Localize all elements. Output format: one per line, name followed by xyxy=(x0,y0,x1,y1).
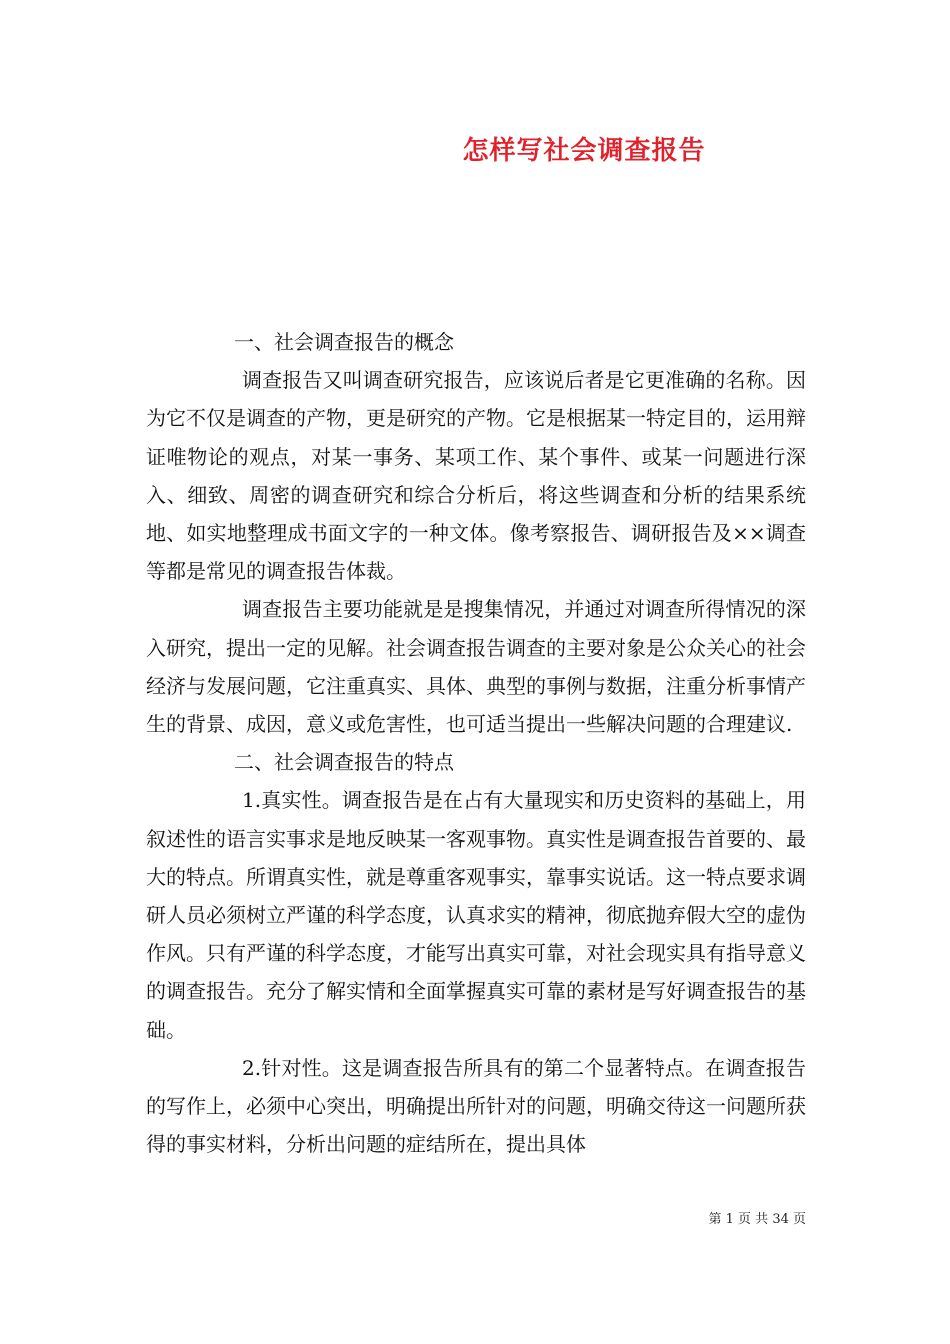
paragraph-pertinence: 2.针对性。这是调查报告所具有的第二个显著特点。在调查报告的写作上，必须中心突出，明确提出所针对的问题，明确交待这一问题所获得的事实材料，分析出问题的症结所在，提出具体 xyxy=(146,1055,806,1157)
paragraph-definition: 调查报告又叫调查研究报告，应该说后者是它更准确的名称。因为它不仅是调查的产物，更是研究的产物。它是根据某一特定目的，运用辩证唯物论的观点，对某一事务、某项工作、某个事件、或某一问题进行深入、细致、周密的调查研究和综合分析后，将这些调查和分析的结果系统地、如实地整理成书面文字的一种文体。像考察报告、调研报告及××调查等都是常见的调查报告体裁。 xyxy=(146,368,806,584)
paragraph-authenticity: 1.真实性。调查报告是在占有大量现实和历史资料的基础上，用叙述性的语言实事求是地反映某一客观事物。真实性是调查报告首要的、最大的特点。所谓真实性，就是尊重客观事实，靠事实说话。这一特点要求调研人员必须树立严谨的科学态度，认真求实的精神，彻底抛弃假大空的虚伪作风。只有严谨的科学态度，才能写出真实可靠，对社会现实具有指导意义的调查报告。充分了解实情和全面掌握真实可靠的素材是写好调查报告的基础。 xyxy=(146,788,806,1042)
document-body xyxy=(146,323,806,1163)
section-heading-features: 二、社会调查报告的特点 xyxy=(234,750,454,775)
paragraph-function: 调查报告主要功能就是是搜集情况，并通过对调查所得情况的深入研究，提出一定的见解。社会调查报告调查的主要对象是公众关心的社会经济与发展问题，它注重真实、具体、典型的事例与数据，注重分析事情产生的背景、成因，意义或危害性，也可适当提出一些解决问题的合理建议. xyxy=(146,597,806,737)
page-number-footer: 第 1 页 共 34 页 xyxy=(708,1212,806,1227)
document-title: 怎样写社会调查报告 xyxy=(462,136,706,166)
section-heading-concept: 一、社会调查报告的概念 xyxy=(234,330,454,354)
